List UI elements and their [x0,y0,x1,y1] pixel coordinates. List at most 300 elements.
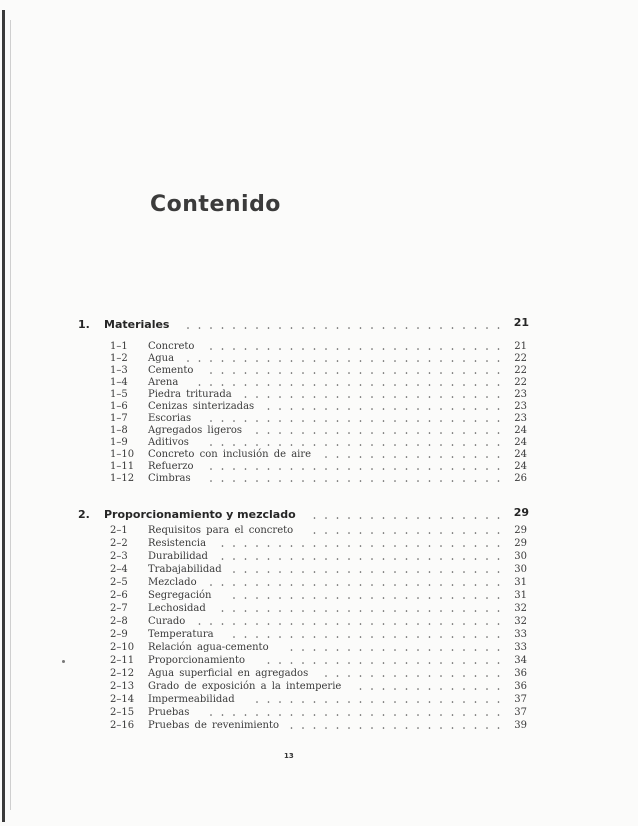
leader-dot [486,545,488,547]
entry-label: Pruebas [148,707,190,718]
leader-dot [371,675,373,677]
leader-dot [463,532,465,534]
leader-dot [348,558,350,560]
entry-page: 22 [514,353,527,364]
leader-dot [222,714,224,716]
leader-dot [314,714,316,716]
leader-dot [452,649,454,651]
leader-dot [279,545,281,547]
leader-dot [371,384,373,386]
leader-dot [440,610,442,612]
leader-dot [371,558,373,560]
leader-dot [325,623,327,625]
leader-dot [360,636,362,638]
entry-code: 2–12 [110,668,135,679]
leader-dot [279,636,281,638]
entry-label: Durabilidad [148,551,208,562]
entry-code: 1–1 [110,341,128,352]
leader-dot [233,348,235,350]
leader-dot [302,384,304,386]
leader-dot [371,444,373,446]
leader-dot [417,444,419,446]
leader-dot [417,327,419,329]
entry-code: 2–10 [110,642,135,653]
leader-dot [475,444,477,446]
leader-dot [325,610,327,612]
leader-dot [245,623,247,625]
leader-dot [314,532,316,534]
leader-dot [256,480,258,482]
leader-dot [279,327,281,329]
leader-dot [222,360,224,362]
leader-dot [233,384,235,386]
leader-dot [475,584,477,586]
leader-dot [233,610,235,612]
leader-dot [452,420,454,422]
leader-dot [440,468,442,470]
leader-dot [371,714,373,716]
leader-dot [463,420,465,422]
leader-dot [452,688,454,690]
leader-dot [348,408,350,410]
entry-page: 22 [514,377,527,388]
leader-dot [360,327,362,329]
leader-dot [406,517,408,519]
leader-dot [348,360,350,362]
leader-dot [325,649,327,651]
entry-page: 23 [514,413,527,424]
leader-dot [383,408,385,410]
leader-dot [406,558,408,560]
leader-dot [440,517,442,519]
leader-dot [314,649,316,651]
leader-dot [314,636,316,638]
leader-dot [498,396,500,398]
leader-dot [383,675,385,677]
leader-dot [452,384,454,386]
leader-dot [268,610,270,612]
leader-dot [452,456,454,458]
leader-dot [475,545,477,547]
leader-dot [337,327,339,329]
leader-dot [360,701,362,703]
leader-dot [337,649,339,651]
entry-code: 2–3 [110,551,128,562]
leader-dot [222,558,224,560]
leader-dot [256,348,258,350]
leader-dot [245,545,247,547]
leader-dot [429,480,431,482]
leader-dot [348,456,350,458]
leader-dot [245,468,247,470]
leader-dot [268,372,270,374]
leader-dot [210,444,212,446]
leader-dot [279,701,281,703]
leader-dot [256,701,258,703]
leader-dot [475,372,477,374]
leader-dot [348,662,350,664]
leader-dot [429,623,431,625]
leader-dot [371,727,373,729]
leader-dot [383,649,385,651]
leader-dot [486,327,488,329]
leader-dot [245,420,247,422]
leader-dot [383,396,385,398]
leader-dot [463,571,465,573]
leader-dot [452,360,454,362]
leader-dot [452,597,454,599]
leader-dot [463,360,465,362]
leader-dot [394,456,396,458]
leader-dot [360,558,362,560]
leader-dot [440,480,442,482]
leader-dot [383,480,385,482]
leader-dot [394,597,396,599]
leader-dot [291,558,293,560]
leader-dot [406,610,408,612]
leader-dot [383,360,385,362]
leader-dot [429,610,431,612]
leader-dot [199,623,201,625]
leader-dot [475,384,477,386]
leader-dot [302,372,304,374]
leader-dot [371,468,373,470]
leader-dot [222,348,224,350]
leader-dot [314,517,316,519]
entry-page: 33 [514,642,527,653]
leader-dot [406,408,408,410]
leader-dot [498,517,500,519]
leader-dot [406,348,408,350]
entry-label: Requisitos para el concreto [148,525,294,536]
leader-dot [383,468,385,470]
leader-dot [417,597,419,599]
chapter-page: 29 [513,506,529,519]
leader-dot [417,408,419,410]
leader-dot [486,610,488,612]
leader-dot [394,636,396,638]
leader-dot [383,623,385,625]
leader-dot [348,701,350,703]
leader-dot [417,623,419,625]
entry-code: 2–11 [110,655,135,666]
leader-dot [233,597,235,599]
leader-dot [360,610,362,612]
leader-dot [394,610,396,612]
leader-dot [394,396,396,398]
leader-dot [325,432,327,434]
leader-dot [337,360,339,362]
leader-dot [256,571,258,573]
leader-dot [452,532,454,534]
leader-dot [498,571,500,573]
leader-dot [337,468,339,470]
entry-page: 32 [514,603,527,614]
leader-dot [463,610,465,612]
leader-dot [440,571,442,573]
leader-dot [302,623,304,625]
entry-code: 1–7 [110,413,128,424]
leader-dot [429,456,431,458]
leader-dot [463,517,465,519]
entry-page: 21 [514,341,527,352]
leader-dot [348,532,350,534]
leader-dot [452,571,454,573]
leader-dot [360,517,362,519]
leader-dot [406,532,408,534]
leader-dot [325,396,327,398]
leader-dot [486,597,488,599]
leader-dot [233,468,235,470]
leader-dot [498,420,500,422]
leader-dot [394,701,396,703]
entry-code: 1–3 [110,365,128,376]
leader-dot [383,558,385,560]
leader-dot [498,456,500,458]
leader-dot [383,348,385,350]
entry-page: 24 [514,449,527,460]
entry-label: Curado [148,616,186,627]
leader-dot [291,662,293,664]
leader-dot [417,571,419,573]
leader-dot [291,610,293,612]
leader-dot [429,584,431,586]
leader-dot [291,384,293,386]
leader-dot [429,597,431,599]
leader-dot [337,727,339,729]
leader-dot [360,432,362,434]
leader-dot [475,571,477,573]
leader-dot [348,727,350,729]
leader-dot [291,584,293,586]
leader-dot [475,360,477,362]
leader-dot [394,714,396,716]
leader-dot [314,348,316,350]
entry-label: Temperatura [148,629,214,640]
leader-dot [406,327,408,329]
leader-dot [440,384,442,386]
leader-dot [498,688,500,690]
leader-dot [440,662,442,664]
leader-dot [210,468,212,470]
leader-dot [337,701,339,703]
leader-dot [406,444,408,446]
entry-label: Resistencia [148,538,207,549]
leader-dot [486,584,488,586]
leader-dot [314,584,316,586]
leader-dot [279,420,281,422]
leader-dot [498,610,500,612]
leader-dot [314,372,316,374]
leader-dot [475,597,477,599]
leader-dot [279,623,281,625]
leader-dot [452,468,454,470]
leader-dot [245,636,247,638]
leader-dot [406,420,408,422]
leader-dot [452,396,454,398]
leader-dot [406,714,408,716]
leader-dot [371,360,373,362]
entry-label: Agregados ligeros [148,425,243,436]
leader-dot [383,420,385,422]
leader-dot [360,532,362,534]
leader-dot [325,532,327,534]
leader-dot [463,372,465,374]
leader-dot [233,545,235,547]
leader-dot [302,662,304,664]
leader-dot [325,571,327,573]
leader-dot [302,480,304,482]
entry-page: 37 [514,707,527,718]
leader-dot [452,727,454,729]
leader-dot [440,360,442,362]
leader-dot [371,396,373,398]
leader-dot [360,456,362,458]
leader-dot [498,372,500,374]
entry-page: 30 [514,551,527,562]
entry-page: 31 [514,590,527,601]
entry-page: 24 [514,461,527,472]
leader-dot [360,545,362,547]
leader-dot [279,480,281,482]
leader-dot [429,558,431,560]
leader-dot [406,662,408,664]
leader-dot [325,408,327,410]
leader-dot [498,468,500,470]
leader-dot [245,597,247,599]
leader-dot [429,444,431,446]
leader-dot [498,348,500,350]
leader-dot [348,480,350,482]
leader-dot [233,558,235,560]
leader-dot [268,444,270,446]
leader-dot [475,348,477,350]
leader-dot [440,727,442,729]
chapter-number: 2. [78,508,90,521]
leader-dot [463,584,465,586]
leader-dot [429,468,431,470]
leader-dot [360,571,362,573]
entry-label: Agua [148,353,175,364]
leader-dot [291,649,293,651]
leader-dot [360,420,362,422]
entry-page: 29 [514,538,527,549]
leader-dot [268,384,270,386]
entry-label: Impermeabilidad [148,694,235,705]
leader-dot [498,558,500,560]
leader-dot [371,408,373,410]
leader-dot [394,384,396,386]
leader-dot [268,714,270,716]
leader-dot [337,396,339,398]
leader-dot [302,444,304,446]
leader-dot [406,396,408,398]
entry-label: Lechosidad [148,603,206,614]
entry-code: 1–10 [110,449,135,460]
leader-dot [302,558,304,560]
leader-dot [279,360,281,362]
leader-dot [452,517,454,519]
leader-dot [371,532,373,534]
leader-dot [256,360,258,362]
leader-dot [279,597,281,599]
entry-page: 32 [514,616,527,627]
entry-label: Aditivos [148,437,189,448]
leader-dot [348,675,350,677]
leader-dot [486,701,488,703]
entry-label: Proporcionamiento [148,655,246,666]
leader-dot [486,675,488,677]
entry-code: 2–8 [110,616,128,627]
leader-dot [498,727,500,729]
leader-dot [406,571,408,573]
leader-dot [475,688,477,690]
entry-label: Concreto [148,341,195,352]
leader-dot [302,727,304,729]
leader-dot [314,432,316,434]
leader-dot [371,545,373,547]
entry-page: 36 [514,681,527,692]
leader-dot [417,396,419,398]
entry-page: 39 [514,720,527,731]
leader-dot [337,456,339,458]
leader-dot [302,396,304,398]
leader-dot [486,714,488,716]
leader-dot [210,623,212,625]
leader-dot [498,545,500,547]
leader-dot [371,372,373,374]
leader-dot [371,610,373,612]
leader-dot [348,610,350,612]
leader-dot [486,636,488,638]
leader-dot [302,432,304,434]
leader-dot [383,327,385,329]
leader-dot [463,714,465,716]
leader-dot [463,597,465,599]
leader-dot [279,610,281,612]
leader-dot [486,444,488,446]
leader-dot [394,688,396,690]
leader-dot [314,408,316,410]
leader-dot [452,444,454,446]
leader-dot [406,623,408,625]
leader-dot [452,662,454,664]
leader-dot [440,688,442,690]
leader-dot [245,348,247,350]
leader-dot [348,372,350,374]
leader-dot [417,456,419,458]
leader-dot [463,384,465,386]
leader-dot [268,348,270,350]
leader-dot [486,727,488,729]
leader-dot [210,584,212,586]
leader-dot [337,444,339,446]
chapter-title: Materiales [104,318,170,331]
leader-dot [463,480,465,482]
leader-dot [337,384,339,386]
leader-dot [371,623,373,625]
leader-dot [291,636,293,638]
leader-dot [417,636,419,638]
leader-dot [325,372,327,374]
leader-dot [348,432,350,434]
leader-dot [348,584,350,586]
leader-dot [394,584,396,586]
leader-dot [429,636,431,638]
leader-dot [475,636,477,638]
leader-dot [417,727,419,729]
leader-dot [256,444,258,446]
